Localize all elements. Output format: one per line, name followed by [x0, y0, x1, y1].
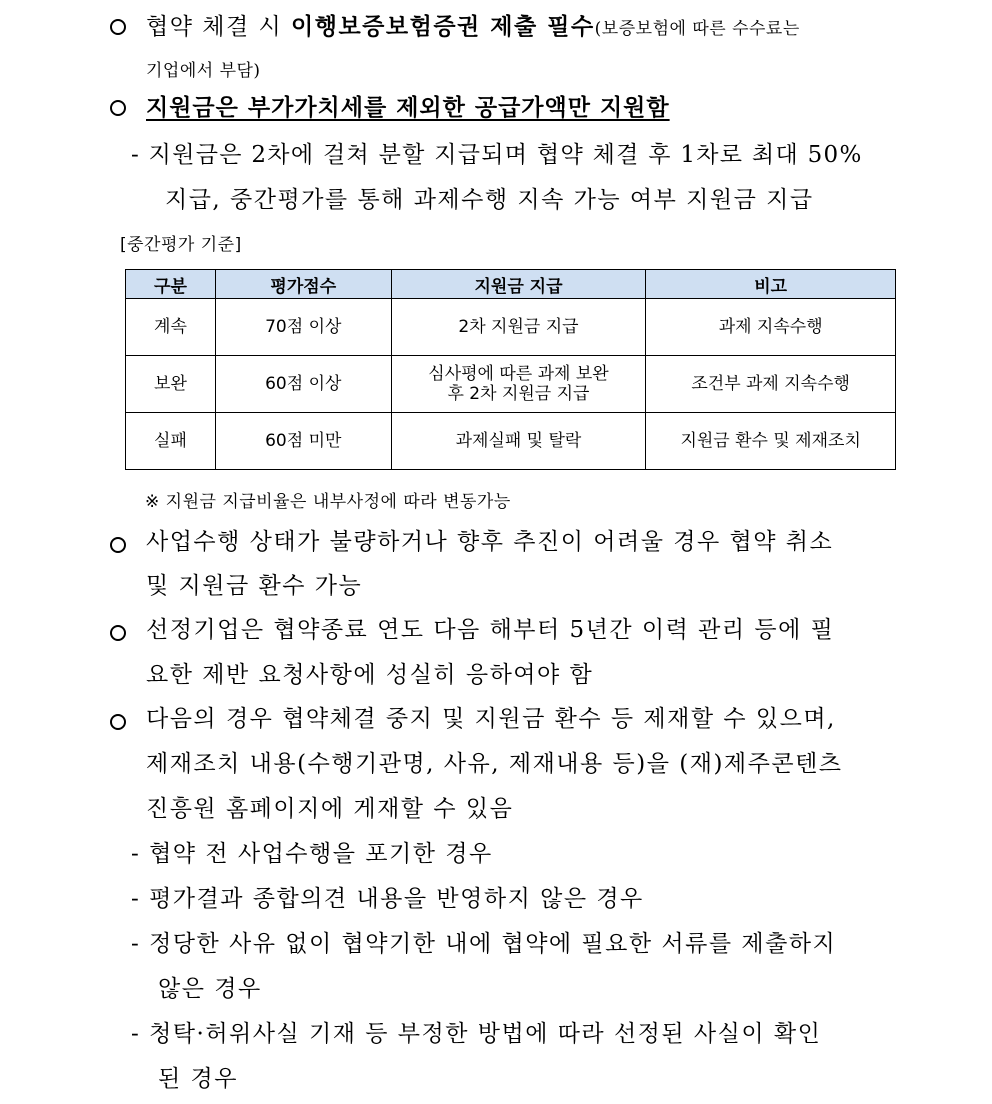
cell-payment: [391, 299, 646, 356]
table-header-row: [126, 270, 896, 299]
bullet-circle-icon: [110, 714, 126, 730]
table-row: [126, 299, 896, 356]
cancellation-line1: 사업수행 상태가 불량하거나 향후 추진이 어려울 경우 협약 취소: [146, 529, 834, 555]
cell-payment: [391, 413, 646, 470]
evaluation-criteria-table: [125, 269, 896, 470]
paragraph-supply-value: 지원금은 부가가치세를 제외한 공급가액만 지원함: [146, 95, 670, 121]
cell-score: 60점 미만: [215, 413, 391, 470]
bond-fee-note: (보증보험에 따른 수수료는: [594, 19, 800, 39]
history-management-line1: 선정기업은 협약종료 연도 다음 해부터 5년간 이력 관리 등에 필: [146, 617, 835, 643]
list-item: - 협약 전 사업수행을 포기한 경우: [131, 841, 493, 867]
col-header-payment: 지원금 지급: [391, 270, 646, 299]
bullet-circle-icon: [110, 100, 126, 116]
sanction-line1: 다음의 경우 협약체결 중지 및 지원금 환수 등 제재할 수 있으며,: [146, 706, 836, 732]
list-item-continued: 된 경우: [158, 1066, 238, 1092]
paragraph-bond-requirement: [146, 12, 800, 44]
bullet-circle-icon: [110, 625, 126, 641]
table-row: [126, 356, 896, 413]
table-caption: [중간평가 기준]: [120, 235, 242, 255]
bond-fee-note-continued: 기업에서 부담): [146, 61, 261, 81]
cancellation-line2: 및 지원금 환수 가능: [146, 573, 363, 599]
payment-schedule-line2: 지급, 중간평가를 통해 과제수행 지속 가능 여부 지원금 지급: [165, 187, 814, 213]
history-management-line2: 요한 제반 요청사항에 성실히 응하여야 함: [146, 662, 594, 688]
cell-remarks: 지원금 환수 및 제재조치: [646, 413, 896, 470]
table-row: [126, 413, 896, 470]
cell-payment-text: 2차 지원금 지급: [458, 317, 579, 337]
bond-prefix: 협약 체결 시: [146, 14, 292, 40]
list-item-continued: 않은 경우: [158, 976, 262, 1002]
cell-category: 보완: [126, 356, 216, 413]
cell-remarks: 조건부 과제 지속수행: [646, 356, 896, 413]
payment-schedule-line1: - 지원금은 2차에 걸쳐 분할 지급되며 협약 체결 후 1차로 최대 50%: [131, 142, 863, 168]
list-item: - 청탁·허위사실 기재 등 부정한 방법에 따라 선정된 사실이 확인: [131, 1021, 822, 1047]
bullet-circle-icon: [110, 537, 126, 553]
col-header-remarks: 비고: [646, 270, 896, 299]
cell-payment-text: 과제실패 및 탈락: [455, 431, 582, 451]
cell-score: 60점 이상: [215, 356, 391, 413]
cell-category: 계속: [126, 299, 216, 356]
bullet-circle-icon: [110, 19, 126, 35]
col-header-category: 구분: [126, 270, 216, 299]
table-footnote: ※ 지원금 지급비율은 내부사정에 따라 변동가능: [145, 492, 511, 512]
cell-payment-line2: 후 2차 지원금 지급: [447, 384, 590, 404]
sanction-line2: 제재조치 내용(수행기관명, 사유, 제재내용 등)을 (재)제주콘텐츠: [146, 751, 843, 777]
cell-score: 70점 이상: [215, 299, 391, 356]
cell-payment-line1: 심사평에 따른 과제 보완: [428, 364, 609, 384]
cell-remarks: 과제 지속수행: [646, 299, 896, 356]
list-item: - 평가결과 종합의견 내용을 반영하지 않은 경우: [131, 886, 644, 912]
bond-required-bold: 이행보증보험증권 제출 필수: [291, 14, 595, 40]
col-header-score: 평가점수: [215, 270, 391, 299]
list-item: - 정당한 사유 없이 협약기한 내에 협약에 필요한 서류를 제출하지: [131, 931, 837, 957]
cell-category: 실패: [126, 413, 216, 470]
sanction-line3: 진흥원 홈페이지에 게재할 수 있음: [146, 796, 514, 822]
cell-payment: [391, 356, 646, 413]
